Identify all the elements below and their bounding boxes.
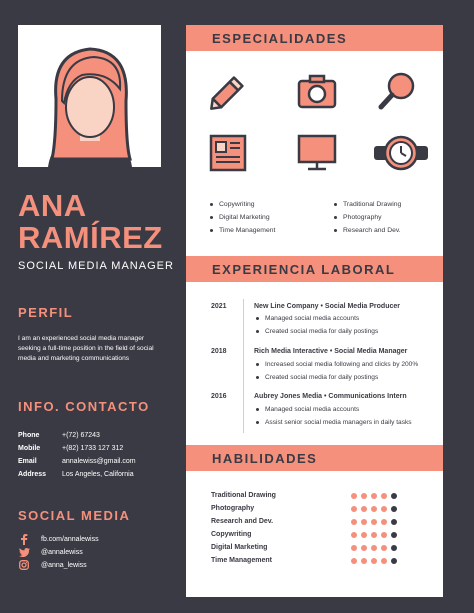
facebook-label: fb.com/annalewiss — [41, 535, 99, 543]
skill-dot-empty — [391, 519, 397, 525]
experiencia-heading: EXPERIENCIA LABORAL — [212, 262, 396, 277]
habilidades-heading: HABILIDADES — [212, 451, 318, 466]
job-title: SOCIAL MEDIA MANAGER — [18, 260, 174, 272]
skill-level — [351, 545, 401, 551]
especialidades-list-1 — [210, 198, 275, 237]
skill-level — [351, 506, 401, 512]
skill-dot-filled — [381, 532, 387, 538]
especialidades-heading: ESPECIALIDADES — [212, 31, 348, 46]
exp-title: Rich Media Interactive • Social Media Manager — [254, 348, 408, 355]
timeline-divider — [243, 299, 244, 433]
contact-key: Email — [18, 458, 37, 465]
exp-year: 2016 — [211, 393, 227, 400]
watch-icon — [372, 133, 430, 173]
list-item: Copywriting — [210, 198, 275, 211]
person-name — [18, 190, 163, 254]
contact-value: Los Angeles, California — [62, 471, 134, 478]
skill-name: Traditional Drawing — [211, 492, 276, 499]
skill-dot-filled — [351, 519, 357, 525]
contact-row — [18, 432, 100, 439]
camera-icon — [296, 73, 338, 111]
skill-dot-empty — [391, 558, 397, 564]
magnifier-icon — [376, 69, 418, 113]
exp-bullet: Managed social media accounts — [256, 406, 359, 413]
exp-title: Aubrey Jones Media • Communications Intern — [254, 393, 407, 400]
list-item: Time Management — [210, 224, 275, 237]
social-item-twitter[interactable] — [18, 546, 83, 558]
skill-dot-filled — [361, 558, 367, 564]
skill-name: Time Management — [211, 557, 272, 564]
skill-dot-filled — [381, 519, 387, 525]
list-item: Research and Dev. — [334, 224, 401, 237]
habilidades-band — [186, 445, 443, 471]
skill-dot-filled — [361, 493, 367, 499]
skill-level — [351, 519, 401, 525]
contact-value: +(72) 67243 — [62, 432, 100, 439]
skill-dot-empty — [391, 493, 397, 499]
perfil-text: I am an experienced social media manager seeking a full-time position in the field of social media and marketing communications — [18, 335, 154, 362]
skill-level — [351, 532, 401, 538]
avatar — [18, 25, 161, 167]
skill-dot-filled — [381, 506, 387, 512]
monitor-icon — [296, 133, 338, 173]
skill-dot-filled — [351, 493, 357, 499]
especialidades-list-2 — [334, 198, 401, 237]
skill-dot-filled — [361, 506, 367, 512]
list-item: Digital Marketing — [210, 211, 275, 224]
skill-dot-filled — [371, 493, 377, 499]
contact-row — [18, 471, 134, 478]
twitter-label: @annalewiss — [41, 548, 83, 556]
exp-bullet: Managed social media accounts — [256, 315, 359, 322]
skill-dot-filled — [381, 545, 387, 551]
contact-key: Mobile — [18, 445, 41, 452]
skill-dot-filled — [381, 493, 387, 499]
content-panel — [186, 25, 443, 597]
skill-dot-filled — [361, 545, 367, 551]
skill-dot-filled — [371, 506, 377, 512]
social-heading: SOCIAL MEDIA — [18, 508, 131, 523]
skill-dot-empty — [391, 532, 397, 538]
contact-value: +(82) 1733 127 312 — [62, 445, 124, 452]
first-name: ANA — [18, 188, 87, 223]
social-item-instagram[interactable] — [18, 559, 87, 571]
skill-dot-filled — [371, 532, 377, 538]
skill-dot-filled — [371, 519, 377, 525]
avatar-illustration — [18, 25, 161, 167]
facebook-icon — [18, 533, 30, 545]
last-name: RAMÍREZ — [18, 220, 163, 255]
exp-bullet: Created social media for daily postings — [256, 328, 378, 335]
instagram-label: @anna_lewiss — [41, 561, 87, 569]
newspaper-icon — [208, 133, 248, 173]
skill-dot-filled — [361, 519, 367, 525]
skill-level — [351, 493, 401, 499]
exp-bullet: Created social media for daily postings — [256, 374, 378, 381]
contact-key: Address — [18, 471, 47, 478]
experiencia-band — [186, 256, 443, 282]
skill-dot-filled — [371, 558, 377, 564]
skill-dot-filled — [351, 545, 357, 551]
skill-dot-filled — [381, 558, 387, 564]
skill-name: Research and Dev. — [211, 518, 274, 525]
skill-dot-empty — [391, 545, 397, 551]
skill-dot-filled — [351, 558, 357, 564]
contact-row — [18, 445, 123, 452]
contact-row — [18, 458, 136, 465]
instagram-icon — [18, 559, 30, 571]
exp-year: 2018 — [211, 348, 227, 355]
skill-dot-filled — [361, 532, 367, 538]
skill-dot-filled — [351, 506, 357, 512]
exp-bullet: Increased social media following and clicks by 200% — [256, 361, 418, 368]
contact-value[interactable]: annalewiss@gmail.com — [62, 458, 136, 465]
exp-year: 2021 — [211, 303, 227, 310]
pencil-icon — [208, 70, 250, 112]
list-item: Traditional Drawing — [334, 198, 401, 211]
social-item-facebook[interactable] — [18, 533, 99, 545]
skill-dot-filled — [351, 532, 357, 538]
skill-name: Photography — [211, 505, 255, 512]
especialidades-band — [186, 25, 443, 51]
contact-key: Phone — [18, 432, 40, 439]
exp-title: New Line Company • Social Media Producer — [254, 303, 400, 310]
list-item: Photography — [334, 211, 401, 224]
skill-level — [351, 558, 401, 564]
exp-bullet: Assist senior social media managers in daily tasks — [256, 419, 412, 426]
twitter-icon — [18, 546, 30, 558]
skill-dot-filled — [371, 545, 377, 551]
contact-heading: INFO. CONTACTO — [18, 399, 150, 414]
skill-name: Copywriting — [211, 531, 252, 538]
perfil-heading: PERFIL — [18, 305, 74, 320]
skill-name: Digital Marketing — [211, 544, 268, 551]
skill-dot-empty — [391, 506, 397, 512]
